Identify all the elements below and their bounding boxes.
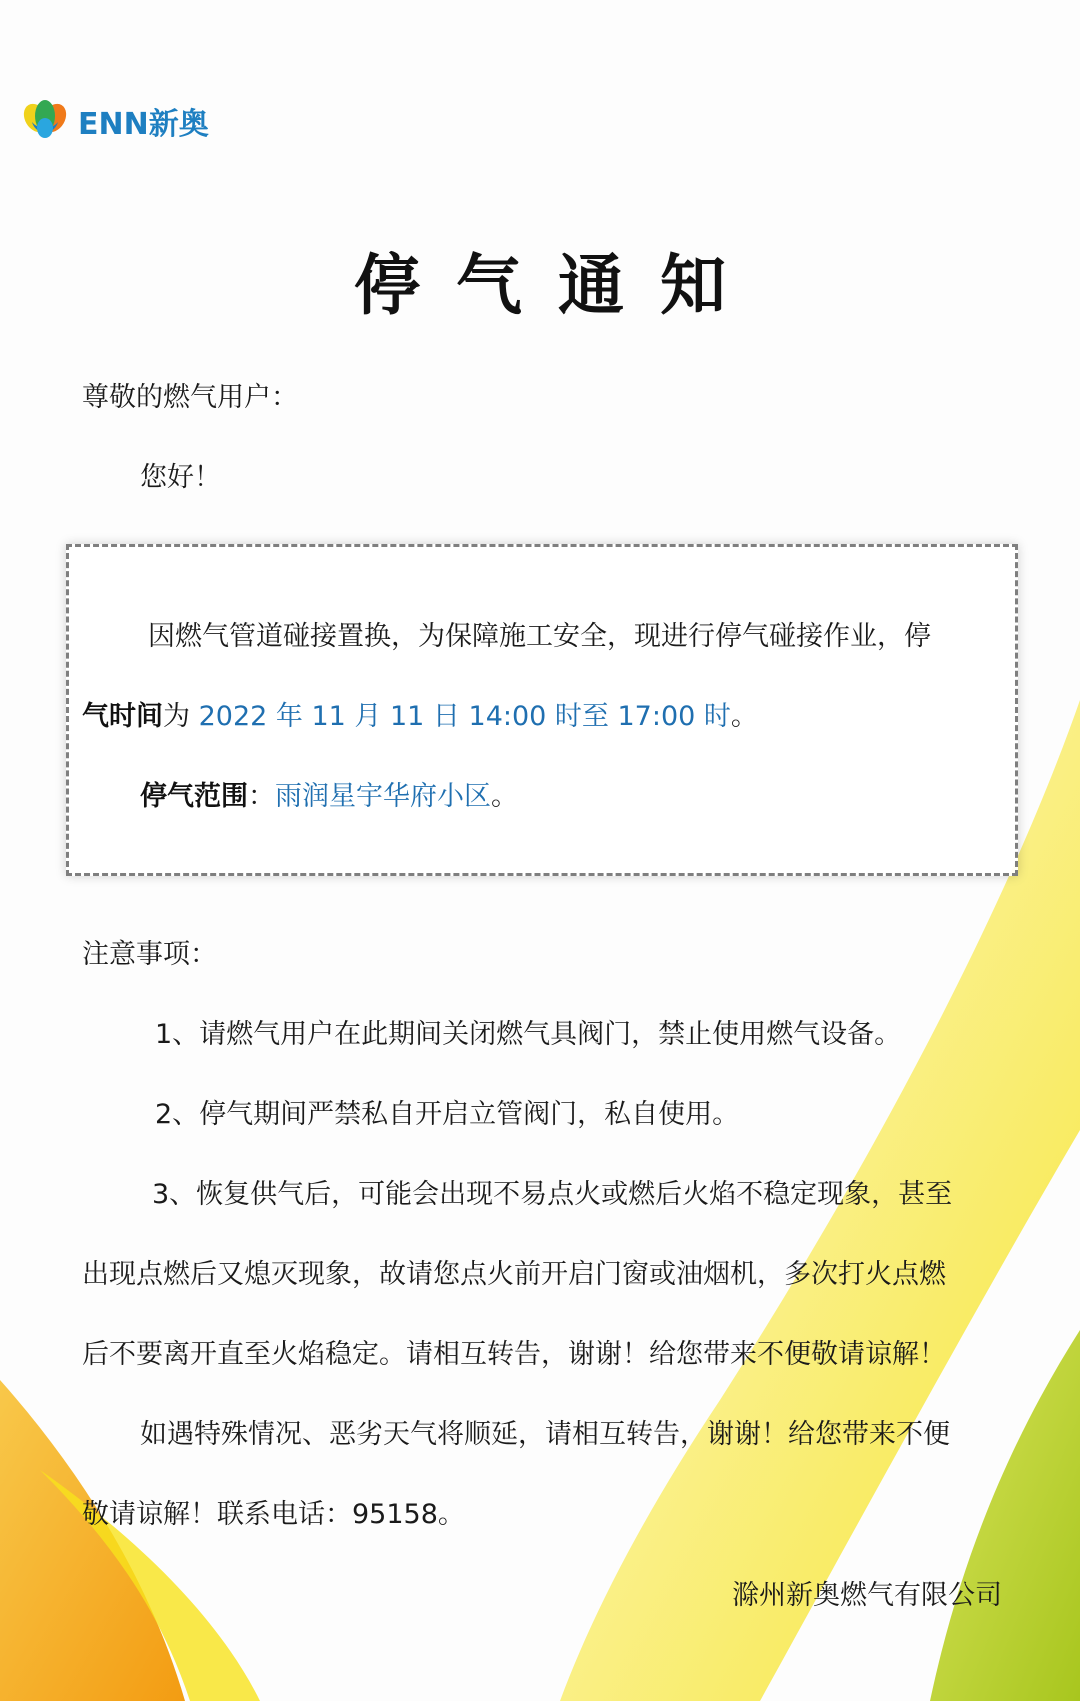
note-item-3-line-1: 3、恢复供气后，可能会出现不易点火或燃后火焰不稳定现象，甚至 <box>152 1179 953 1210</box>
enn-logo <box>20 96 209 146</box>
outage-time-label: 气时间 <box>82 701 163 732</box>
company-signature: 滁州新奥燃气有限公司 <box>732 1580 1002 1611</box>
flower-logo-icon <box>20 96 70 146</box>
notes-heading: 注意事项： <box>82 939 217 970</box>
special-line-1: 如遇特殊情况、恶劣天气将顺延，请相互转告，谢谢！给您带来不便 <box>140 1419 950 1450</box>
outage-range-colon: ： <box>248 781 275 812</box>
greeting: 尊敬的燃气用户： <box>82 382 298 413</box>
note-item-1: 1、请燃气用户在此期间关闭燃气具阀门，禁止使用燃气设备。 <box>155 1019 902 1050</box>
outage-time-pre: 为 <box>163 701 199 732</box>
page-title: 停气通知 <box>354 247 762 324</box>
outage-range-end: 。 <box>491 781 518 812</box>
logo-text: ENN新奥 <box>78 107 209 142</box>
note-item-3-line-2: 出现点燃后又熄灭现象，故请您点火前开启门窗或油烟机，多次打火点燃 <box>82 1259 946 1290</box>
notice-line-1: 因燃气管道碰接置换，为保障施工安全，现进行停气碰接作业，停 <box>148 621 931 652</box>
outage-range <box>140 777 518 817</box>
notice-line-2 <box>82 697 758 737</box>
outage-time-end: 。 <box>730 701 758 732</box>
outage-range-value: 雨润星宇华府小区 <box>275 781 491 812</box>
outage-range-label: 停气范围 <box>140 781 248 812</box>
note-item-3-line-3: 后不要离开直至火焰稳定。请相互转告，谢谢！给您带来不便敬请谅解！ <box>82 1339 946 1370</box>
outage-time-value: 2022 年 11 月 11 日 14:00 时至 17:00 时 <box>198 701 731 732</box>
hello-text: 您好！ <box>140 462 221 493</box>
special-line-2: 敬请谅解！联系电话：95158。 <box>82 1499 465 1530</box>
note-item-2: 2、停气期间严禁私自开启立管阀门，私自使用。 <box>155 1099 740 1130</box>
